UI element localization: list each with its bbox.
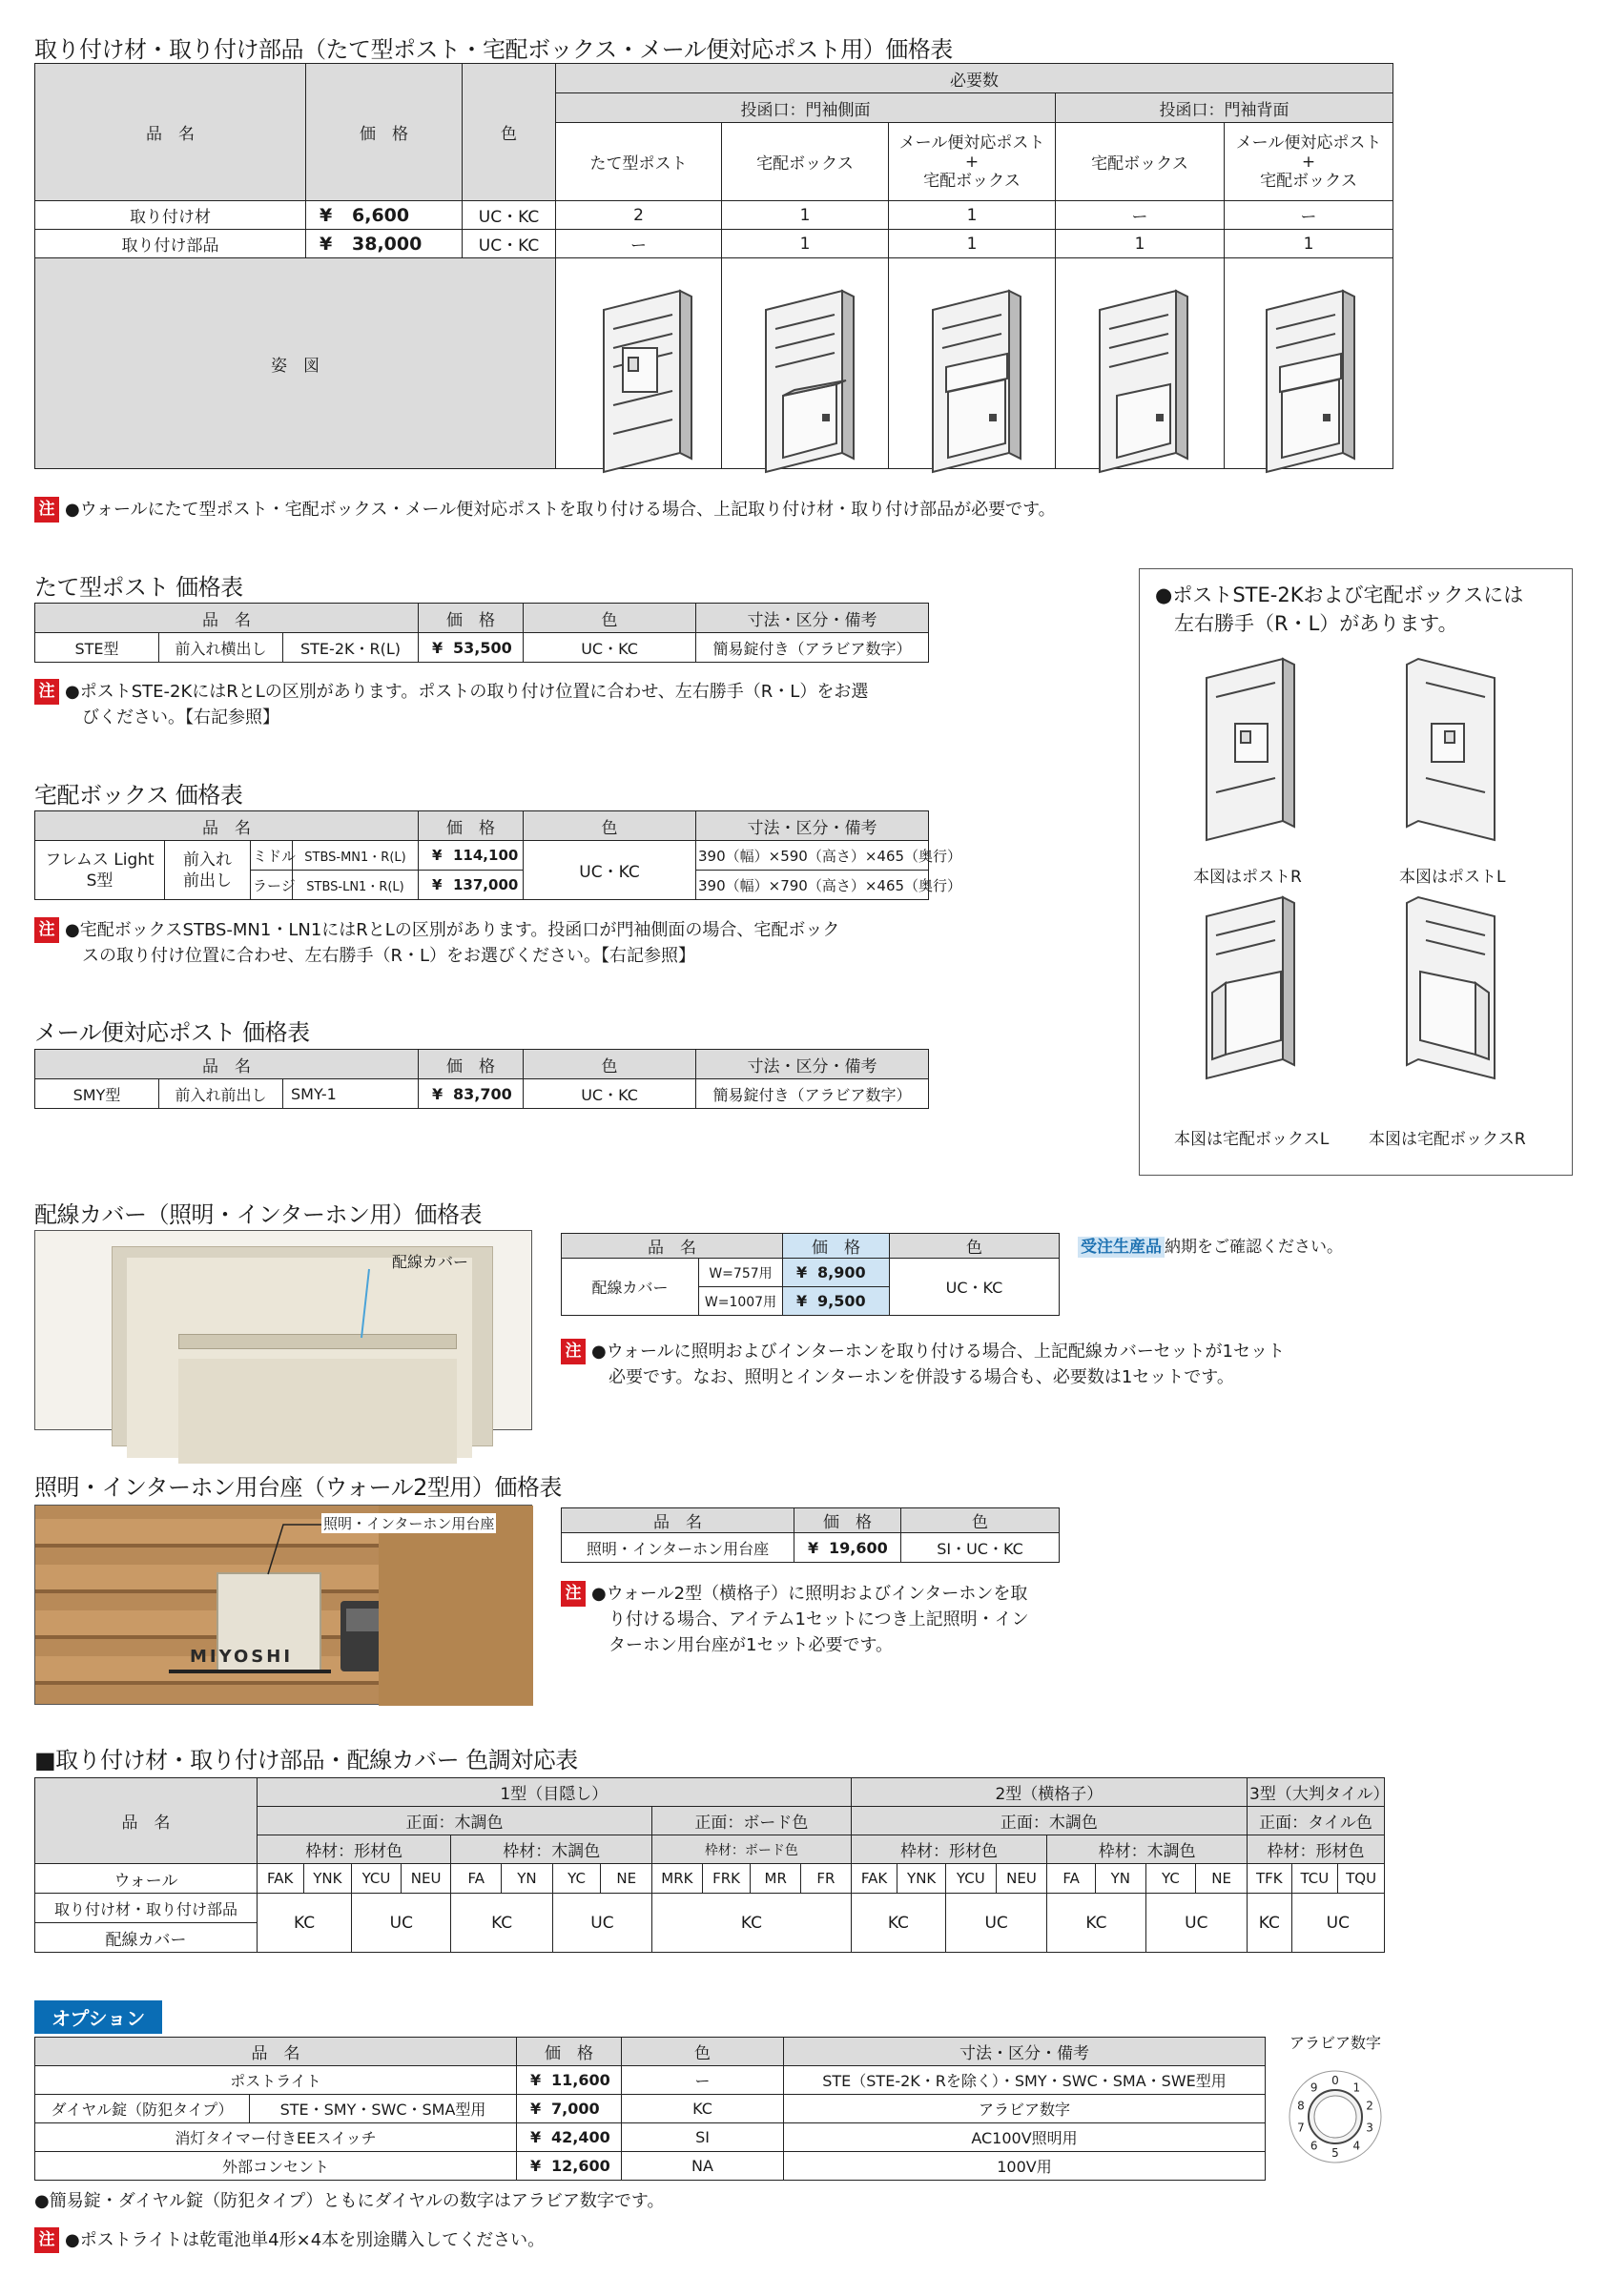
made-to-order-notice: 受注生産品 納期をご確認ください。 [1078,1233,1343,1257]
options-note2: 注 ●ポストライトは乾電池単4形×4本を別途購入してください。 [34,2227,545,2253]
label-post-r: 本図はポストR [1193,868,1302,887]
section5-note: 注 ●ウォールに照明およびインターホンを取り付ける場合、上記配線カバーセットが1セット 必要です。なお、照明とインターホンを併設する場合も、必要数は1セットです。 [561,1339,1285,1390]
table-row: 取り付け材 ¥ 6,600 UC・KC 2 1 1 ー ー [35,201,1393,230]
table-row: 消灯タイマー付きEEスイッチ ¥ 42,400 SI AC100V照明用 [35,2123,1266,2152]
dial-digit: 7 [1297,2121,1305,2135]
dial-digit: 0 [1331,2074,1339,2087]
options-label: オプション [34,2000,162,2034]
table-row: ポストライト ¥ 11,600 ー STE（STE-2K・Rを除く）・SMY・SWC・SMA・SWE型用 [35,2066,1266,2095]
section2-title: たて型ポスト 価格表 [34,574,243,601]
table-row: 配線カバー [35,1923,1385,1953]
section1-note: 注 ●ウォールにたて型ポスト・宅配ボックス・メール便対応ポストを取り付ける場合、上記取り付け材・取り付け部品が必要です。 [34,497,1056,523]
dial-digit: 8 [1297,2099,1305,2113]
light-base-photo [34,1505,532,1705]
section6-note: 注 ●ウォール2型（横格子）に照明およびインターホンを取 り付ける場合、アイテム1セットにつき上記照明・イン ターホン用台座が1セット必要です。 [561,1581,1029,1658]
label-box-l: 本図は宅配ボックスL [1174,1130,1330,1149]
section3-note: 注 ●宅配ボックスSTBS-MN1・LN1にはRとLの区別があります。投函口が門袖側面の場合、宅配ボック スの取り付け位置に合わせ、左右勝手（R・L）をお選びください。【右記参照】 [34,917,839,969]
section3-title: 宅配ボックス 価格表 [34,782,243,809]
dial-digit: 3 [1366,2121,1373,2135]
table-row: ウォール FAK YNK YCU NEU FA YN YC NE MRK FRK MR FR FAK YNK YCU NEU FA YN YC NE TFK TCU TQU [35,1864,1385,1894]
vertical-post-price-table: 品 名 価 格 色 寸法・区分・備考 STE型 前入れ横出し STE-2K・R(L) ¥ 53,500 UC・KC 簡易錠付き（アラビア数字） [34,603,929,663]
table-row: 外部コンセント ¥ 12,600 NA 100V用 [35,2152,1266,2181]
note-mark: 注 [34,497,59,523]
light-base-price-table: 品 名 価 格 色 照明・インターホン用台座 ¥ 19,600 SI・UC・KC [561,1507,1060,1563]
options-note1: ●簡易錠・ダイヤル錠（防犯タイプ）ともにダイヤルの数字はアラビア数字です。 [34,2191,665,2211]
dial-digit: 4 [1352,2139,1361,2153]
handedness-title: ●ポストSTE-2Kおよび宅配ボックスには 左右勝手（R・L）があります。 [1155,584,1524,635]
delivery-box-price-table: 品 名 価 格 色 寸法・区分・備考 フレムス Light S型 前入れ 前出し ミドル STBS-MN1・R(L) ¥ 114,100 UC・KC 390（幅）×590（高さ）×465（奥行） ラージ STBS-LN1・R(L) ¥ 137,000 390（幅）×790（高さ）×465（奥行） [34,810,929,900]
col-mail-plus-box-back: メール便対応ポスト + 宅配ボックス [1225,123,1393,201]
table-row: ダイヤル錠（防犯タイプ） STE・SMY・SWC・SMA型用 ¥ 7,000 KC アラビア数字 [35,2095,1266,2123]
wiring-cover-price-table: 品 名 価 格 色 配線カバー W=757用 ¥ 8,900 UC・KC W=1007用 ¥ 9,500 [561,1233,1060,1316]
table-row: 照明・インターホン用台座 ¥ 19,600 SI・UC・KC [562,1533,1060,1563]
dial-digit: 5 [1331,2146,1339,2160]
table-row: 取り付け部品 ¥ 38,000 UC・KC ー 1 1 1 1 [35,230,1393,258]
made-to-order-tag: 受注生産品 [1078,1237,1165,1258]
header-side: 投函口：門袖側面 [556,93,1056,123]
col-vertical-post: たて型ポスト [556,123,722,201]
options-price-table: 品 名 価 格 色 寸法・区分・備考 ポストライト ¥ 11,600 ー STE（STE-2K・Rを除く）・SMY・SWC・SMA・SWE型用 ダイヤル錠（防犯タイプ） STE・SMY・SWC・SMA型用 ¥ 7,000 KC アラビア数字 消灯タイマー付きEEスイッチ ¥ 42,400 SI AC100V照明用 外部コンセント ¥ 12,600 NA 100V用 [34,2037,1266,2181]
section6-title: 照明・インターホン用台座（ウォール2型用）価格表 [34,1474,562,1501]
section4-title: メール便対応ポスト 価格表 [34,1019,310,1046]
section2-note: 注 ●ポストSTE-2KにはRとLの区別があります。ポストの取り付け位置に合わせ、左右勝手（R・L）をお選 びください。【右記参照】 [34,679,868,730]
dial-icon [1286,2067,1385,2166]
dial-digit: 6 [1310,2139,1318,2153]
header-color: 色 [463,64,556,201]
light-base-label: 照明・インターホン用台座 [323,1515,495,1532]
table-row: フレムス Light S型 前入れ 前出し ミドル STBS-MN1・R(L) ¥ 114,100 UC・KC 390（幅）×590（高さ）×465（奥行） [35,841,929,871]
dial-digit: 2 [1366,2099,1373,2113]
col-delivery-box: 宅配ボックス [722,123,889,201]
dial-digit: 1 [1352,2081,1361,2095]
section1-title: 取り付け材・取り付け部品（たて型ポスト・宅配ボックス・メール便対応ポスト用）価格表 [34,36,953,63]
wiring-cover-label: 配線カバー [392,1253,469,1271]
handedness-box [1139,568,1573,1176]
dial-label: アラビア数字 [1289,2034,1382,2052]
table-row: 配線カバー W=757用 ¥ 8,900 UC・KC [562,1259,1060,1287]
section5-title: 配線カバー（照明・インターホン用）価格表 [34,1201,483,1228]
header-required: 必要数 [556,64,1393,93]
label-post-l: 本図はポストL [1399,868,1506,887]
table-row: STE型 前入れ横出し STE-2K・R(L) ¥ 53,500 UC・KC 簡易錠付き（アラビア数字） [35,633,929,663]
header-name: 品 名 [35,64,306,201]
table-row: SMY型 前入れ前出し SMY-1 ¥ 83,700 UC・KC 簡易錠付き（アラビア数字） [35,1079,929,1109]
table-row: 取り付け材・取り付け部品 KC UC KC UC KC KC UC KC UC KC UC [35,1894,1385,1923]
gate-illustrations [566,272,1386,472]
label-box-r: 本図は宅配ボックスR [1369,1130,1526,1149]
header-back: 投函口：門袖背面 [1056,93,1393,123]
nameplate-text: MIYOSHI [190,1647,294,1667]
table-row: W=1007用 ¥ 9,500 [562,1287,1060,1316]
section7-title: ■取り付け材・取り付け部品・配線カバー 色調対応表 [34,1747,578,1773]
dial-digit: 9 [1310,2081,1318,2095]
table-row: ラージ STBS-LN1・R(L) ¥ 137,000 390（幅）×790（高さ）×465（奥行） [35,871,929,900]
color-compat-table: 品 名 1型（目隠し） 2型（横格子） 3型（大判タイル） 正面：木調色 正面：ボード色 正面：木調色 正面：タイル色 枠材：形材色 枠材：木調色 枠材：ボード色 枠材：形材色 枠材：木調色 枠材：形材色 ウォール FAK YNK YCU NEU FA YN YC NE MRK FRK MR FR FAK YNK YCU NEU FA YN YC NE TFK TCU TQU 取り付け材・取り付け部品 KC UC KC UC KC KC UC KC UC KC UC 配線カバー [34,1777,1385,1953]
mail-post-price-table: 品 名 価 格 色 寸法・区分・備考 SMY型 前入れ前出し SMY-1 ¥ 83,700 UC・KC 簡易錠付き（アラビア数字） [34,1049,929,1109]
col-mail-plus-box: メール便対応ポスト + 宅配ボックス [889,123,1056,201]
figure-label: 姿 図 [35,258,556,469]
header-price: 価 格 [306,64,463,201]
wiring-cover-photo [34,1230,532,1430]
col-delivery-box-back: 宅配ボックス [1056,123,1225,201]
